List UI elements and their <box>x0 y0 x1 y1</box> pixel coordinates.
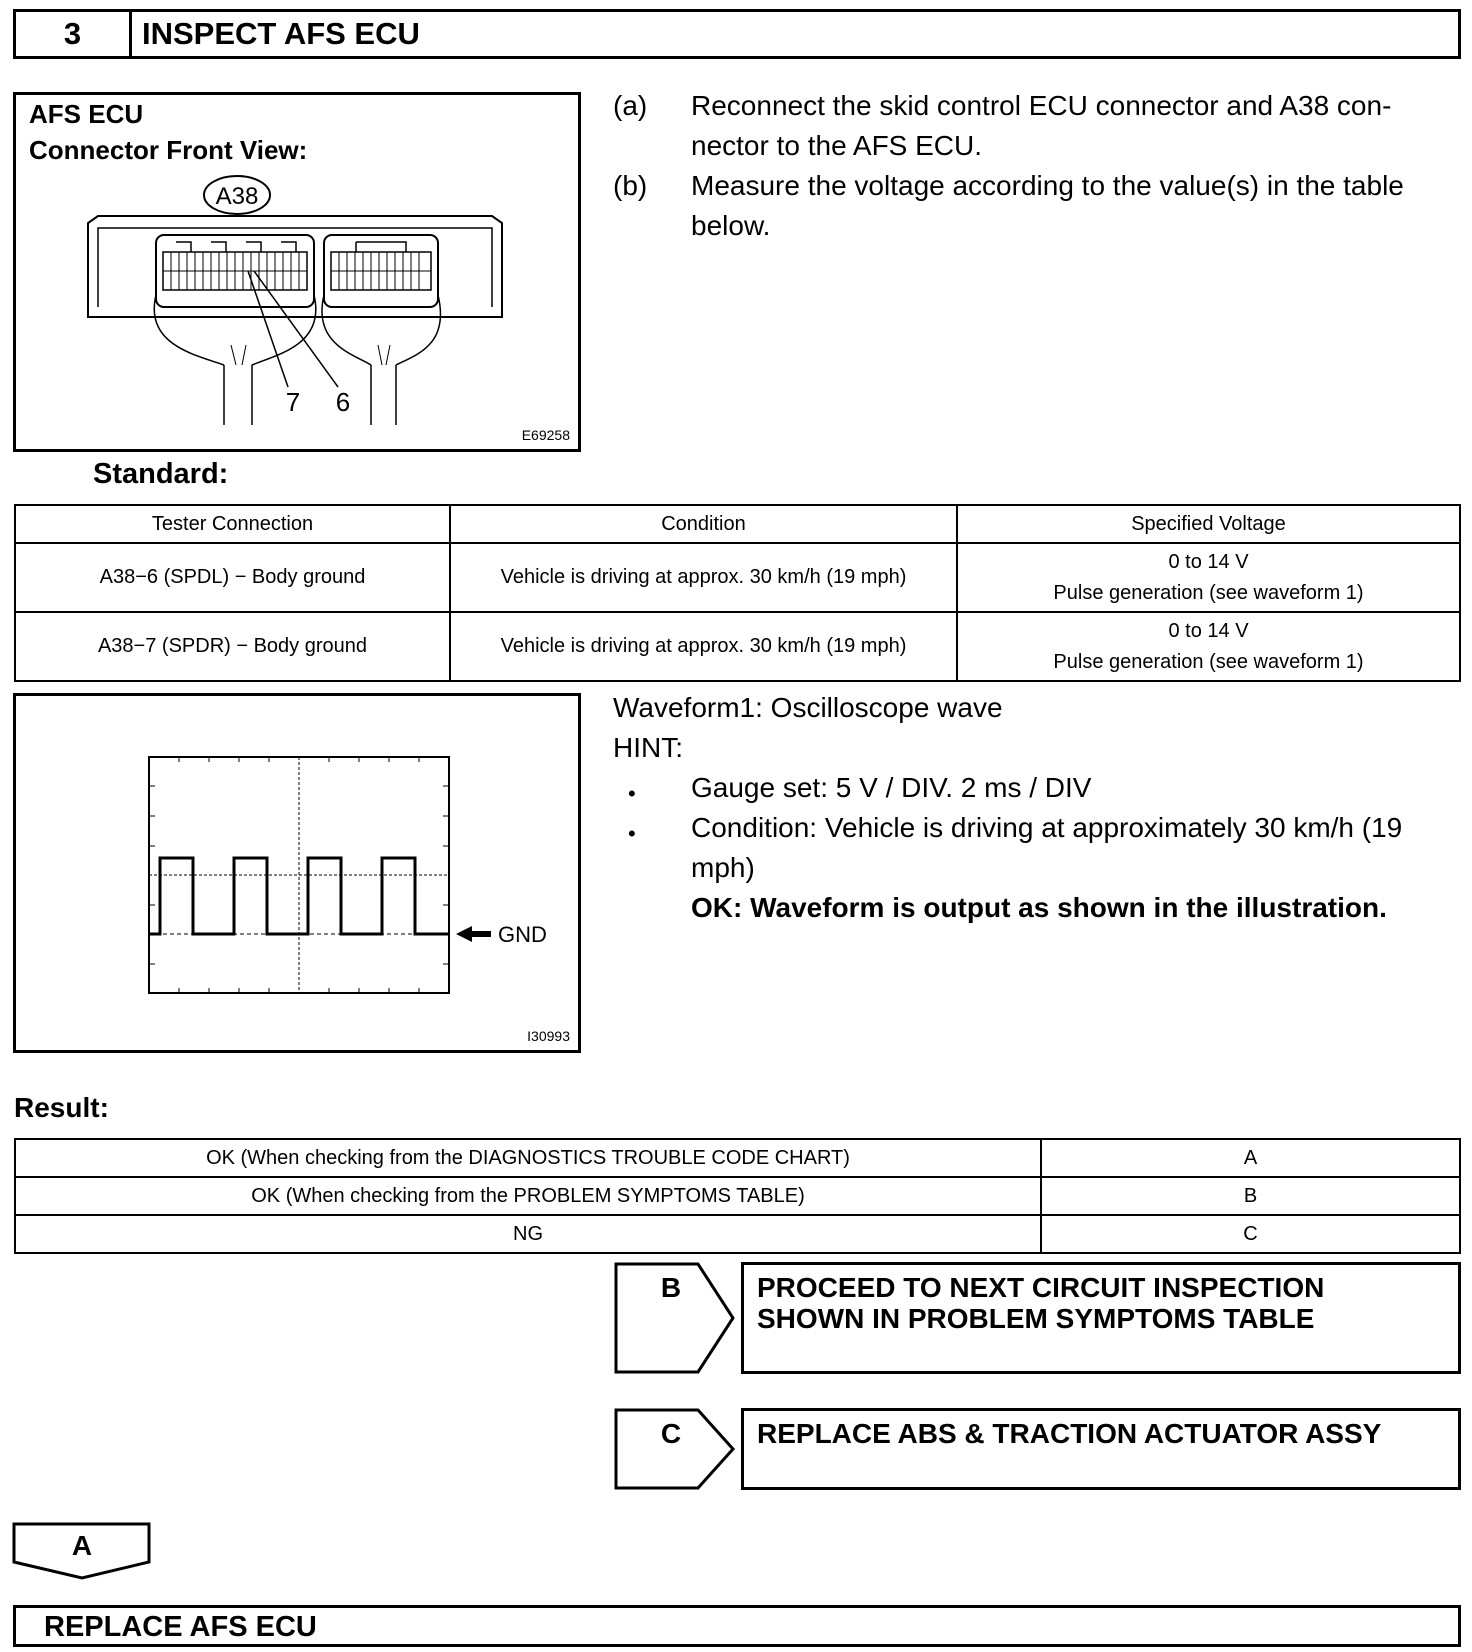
final-step-box <box>13 1605 1461 1647</box>
result-table <box>14 1138 1461 1254</box>
connector-figure <box>13 92 581 452</box>
table-row <box>15 1215 1460 1253</box>
condition-text-cont: mph) <box>691 852 755 883</box>
instruction-text: Measure the voltage according to the value(s) in the table <box>691 170 1404 201</box>
hint-label: HINT: <box>613 732 683 763</box>
outcome-code: A <box>71 1530 93 1561</box>
table-header: Specified Voltage <box>957 505 1460 543</box>
table-row <box>15 543 1460 612</box>
final-step-text: REPLACE AFS ECU <box>44 1611 317 1643</box>
pin-7-label: 7 <box>285 387 301 417</box>
result-code: A <box>1041 1139 1460 1177</box>
step-header <box>13 9 1461 59</box>
outcome-b-arrow-icon <box>614 1262 736 1374</box>
outcome-code: B <box>660 1272 682 1303</box>
bullet-icon: • <box>628 821 636 846</box>
instruction-text: Reconnect the skid control ECU connector and A38 con- <box>691 90 1392 121</box>
instruction-letter: (b) <box>613 170 648 201</box>
table-header: Tester Connection <box>15 505 450 543</box>
result-text: OK (When checking from the DIAGNOSTICS TROUBLE CODE CHART) <box>15 1139 1041 1177</box>
table-cell <box>957 543 1460 612</box>
standard-label: Standard: <box>93 458 229 490</box>
table-cell: A38−6 (SPDL) − Body ground <box>15 543 450 612</box>
figure-title: AFS ECU <box>29 99 144 129</box>
oscilloscope-diagram <box>16 696 578 1050</box>
instruction-text: below. <box>691 210 771 241</box>
voltage-range: 0 to 14 V <box>1168 550 1249 573</box>
connector-label: A38 <box>215 183 259 210</box>
figure-code: E69258 <box>521 427 570 443</box>
figure-code: I30993 <box>527 1028 570 1044</box>
outcome-a-arrow-icon <box>12 1522 152 1582</box>
table-cell: Vehicle is driving at approx. 30 km/h (19 mph) <box>450 543 957 612</box>
table-row <box>15 1177 1460 1215</box>
table-cell: A38−7 (SPDR) − Body ground <box>15 612 450 681</box>
instruction-text: nector to the AFS ECU. <box>691 130 983 161</box>
condition-text: Condition: Vehicle is driving at approximately 30 km/h (19 <box>691 812 1403 843</box>
table-header: Condition <box>450 505 957 543</box>
waveform-title: Waveform1: Oscilloscope wave <box>613 692 1003 723</box>
gnd-label: GND <box>498 922 547 947</box>
ok-criteria: OK: Waveform is output as shown in the illustration. <box>691 892 1387 923</box>
outcome-b-box <box>741 1262 1461 1374</box>
bullet-icon: • <box>628 781 636 806</box>
voltage-note: Pulse generation (see waveform 1) <box>1053 581 1364 604</box>
pin-7-leader <box>248 271 288 387</box>
waveform-figure <box>13 693 581 1053</box>
table-cell: Vehicle is driving at approx. 30 km/h (19 mph) <box>450 612 957 681</box>
outcome-c-box <box>741 1408 1461 1490</box>
result-label: Result: <box>14 1092 109 1123</box>
figure-subtitle: Connector Front View: <box>29 135 308 165</box>
result-text: NG <box>15 1215 1041 1253</box>
pin-6-label: 6 <box>335 387 351 417</box>
outcome-code: C <box>660 1418 682 1449</box>
voltage-range: 0 to 14 V <box>1168 619 1249 642</box>
result-code: B <box>1041 1177 1460 1215</box>
step-title: INSPECT AFS ECU <box>142 16 420 51</box>
outcome-b-text: PROCEED TO NEXT CIRCUIT INSPECTION <box>757 1272 1325 1303</box>
gauge-setting: Gauge set: 5 V / DIV. 2 ms / DIV <box>691 772 1092 803</box>
table-row <box>15 1139 1460 1177</box>
standard-table <box>14 504 1461 682</box>
outcome-c-text: REPLACE ABS & TRACTION ACTUATOR ASSY <box>757 1418 1382 1449</box>
instruction-a <box>613 86 1463 166</box>
table-header-row <box>15 505 1460 543</box>
gnd-arrow-icon <box>456 926 491 942</box>
step-number: 3 <box>16 12 132 56</box>
outcome-b-text-cont: SHOWN IN PROBLEM SYMPTOMS TABLE <box>757 1303 1315 1334</box>
table-cell <box>957 612 1460 681</box>
result-text: OK (When checking from the PROBLEM SYMPTOMS TABLE) <box>15 1177 1041 1215</box>
voltage-note: Pulse generation (see waveform 1) <box>1053 650 1364 673</box>
result-code: C <box>1041 1215 1460 1253</box>
instruction-letter: (a) <box>613 90 648 121</box>
connector-diagram <box>16 95 578 449</box>
instruction-b <box>613 166 1463 246</box>
outcome-c-arrow-icon <box>614 1408 736 1490</box>
table-row <box>15 612 1460 681</box>
